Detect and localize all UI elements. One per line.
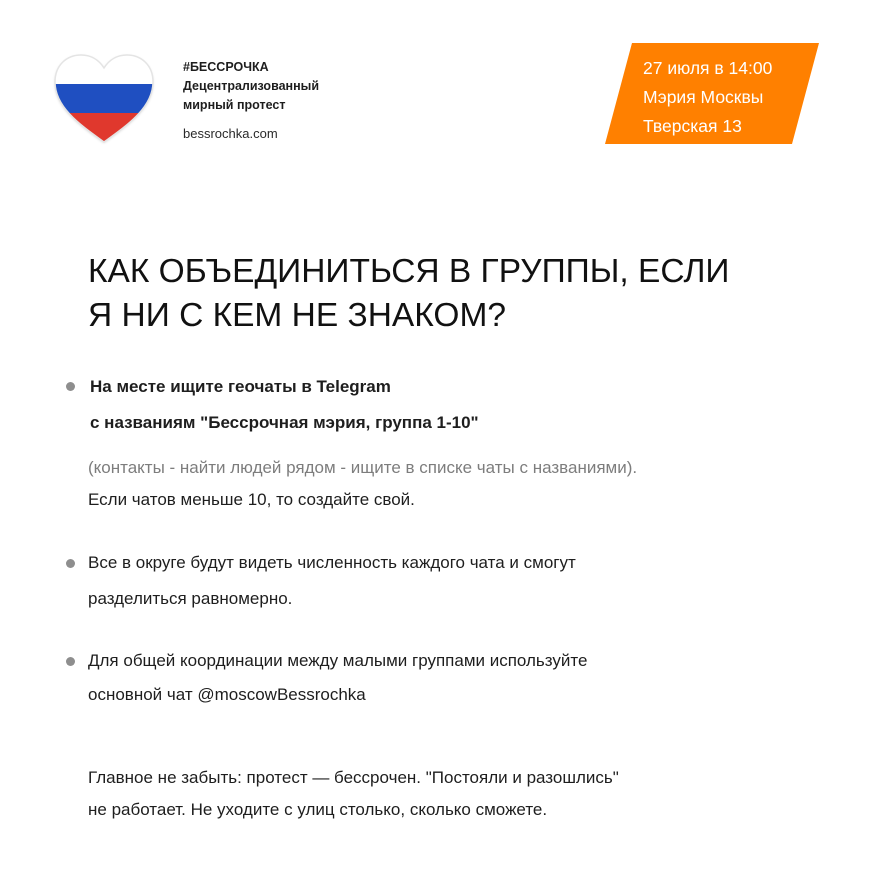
flag-heart-logo bbox=[52, 52, 156, 146]
brand-subtitle-line2: мирный протест bbox=[183, 98, 286, 112]
tip1-line2: с названиям "Бессрочная мэрия, группа 1-10" bbox=[90, 413, 479, 432]
brand-subtitle-line1: Децентрализованный bbox=[183, 79, 319, 93]
event-badge bbox=[605, 43, 819, 144]
event-place: Мэрия Москвы bbox=[643, 87, 764, 107]
tip1-line3: Если чатов меньше 10, то создайте свой. bbox=[88, 490, 415, 509]
bullet-dot bbox=[66, 559, 75, 568]
headline-line2: Я НИ С КЕМ НЕ ЗНАКОМ? bbox=[88, 297, 506, 334]
tip3-line2: основной чат @moscowBessrochka bbox=[88, 685, 366, 704]
event-date-time: 27 июля в 14:00 bbox=[643, 58, 773, 78]
closing-line1: Главное не забыть: протест — бессрочен. "Постояли и разошлись" bbox=[88, 768, 619, 787]
tip2-line2: разделиться равномерно. bbox=[88, 589, 293, 608]
russian-flag-heart-icon bbox=[52, 52, 156, 146]
closing-line2: не работает. Не уходите с улиц столько, сколько сможете. bbox=[88, 800, 548, 819]
brand-block bbox=[183, 58, 423, 142]
page-headline bbox=[88, 250, 848, 338]
bullet-dot bbox=[66, 657, 75, 666]
tip1-note: (контакты - найти людей рядом - ищите в списке чаты с названиями). bbox=[88, 458, 638, 477]
brand-hashtag: #БЕССРОЧКА bbox=[183, 60, 269, 74]
event-address: Тверская 13 bbox=[643, 116, 742, 136]
tip1-line1: На месте ищите геочаты в Telegram bbox=[90, 377, 391, 396]
tip3-line1: Для общей координации между малыми группами используйте bbox=[88, 651, 588, 670]
headline-line1: КАК ОБЪЕДИНИТЬСЯ В ГРУППЫ, ЕСЛИ bbox=[88, 253, 730, 290]
bullet-dot bbox=[66, 382, 75, 391]
tip2-line1: Все в округе будут видеть численность каждого чата и смогут bbox=[88, 553, 576, 572]
brand-website-link[interactable]: bessrochka.com bbox=[183, 126, 278, 141]
